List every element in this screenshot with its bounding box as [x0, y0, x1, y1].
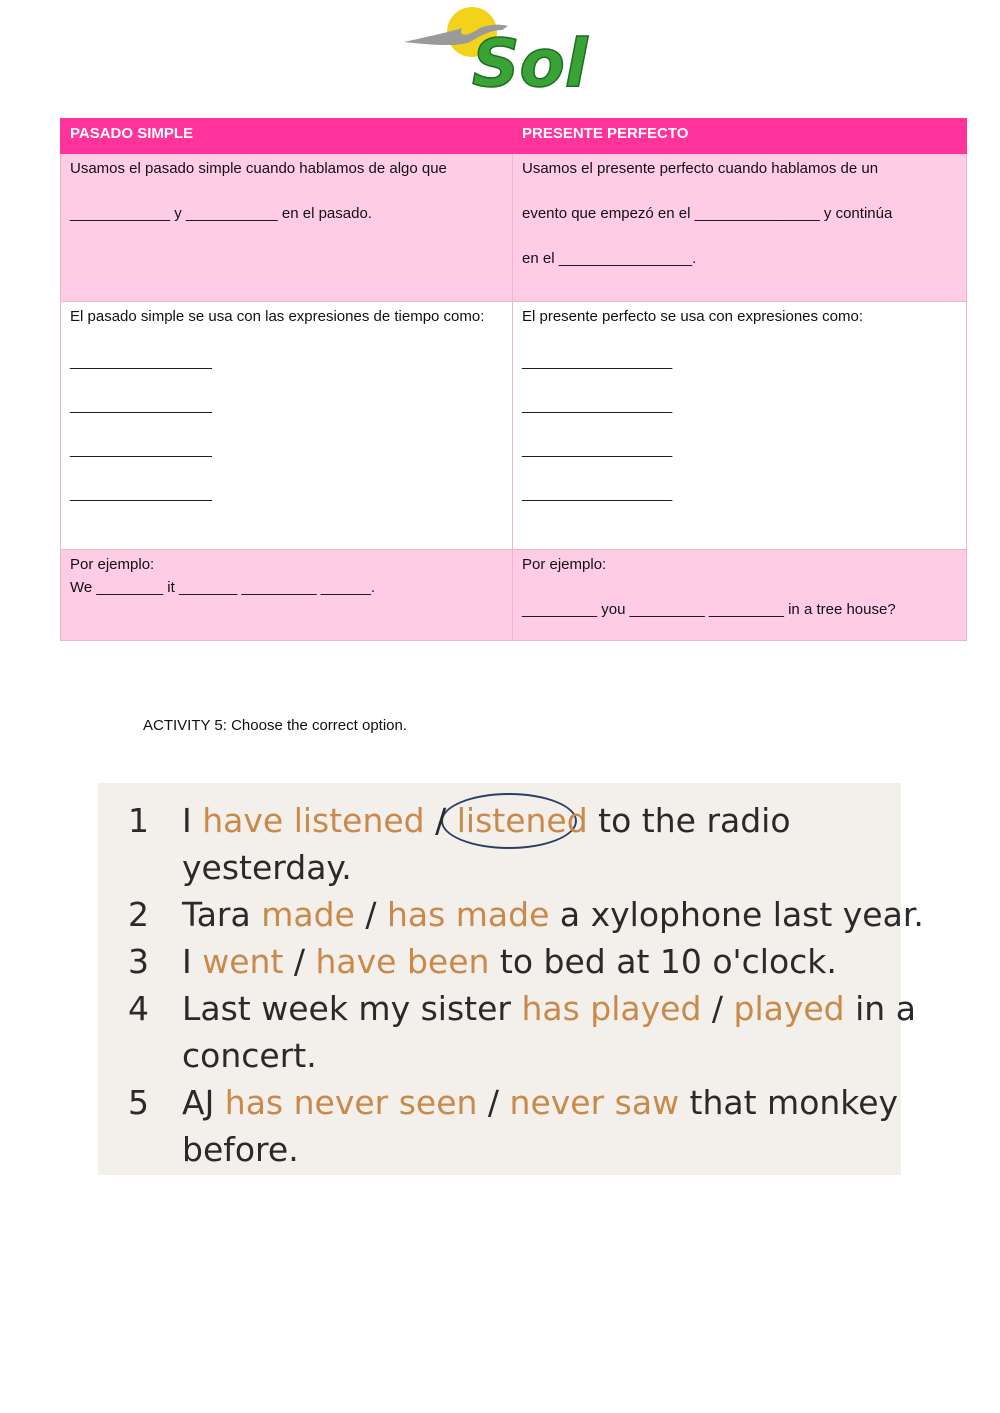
blank: __________________	[522, 397, 673, 414]
item-number: 3	[128, 942, 149, 981]
option-a: has played	[521, 989, 702, 1028]
item-text: I	[182, 801, 203, 840]
item-text: to bed at 10 o'clock.	[489, 942, 837, 981]
item-text: AJ	[182, 1083, 225, 1122]
fill-blank-line: We ________ it _______ _________ ______.	[70, 579, 376, 596]
option-a: has never seen	[224, 1083, 478, 1122]
item-number: 4	[128, 989, 149, 1028]
cell-pasado-expresiones	[61, 302, 513, 550]
item-number: 5	[128, 1083, 149, 1122]
header-pasado-simple: PASADO SIMPLE	[61, 119, 513, 154]
logo-text: Sol	[472, 25, 588, 94]
option-a: went	[202, 942, 284, 981]
blank: __________________	[522, 485, 673, 502]
option-b: never saw	[509, 1083, 680, 1122]
fill-blank-line: ____________ y ___________ en el pasado.	[70, 205, 372, 222]
fill-blank-line: evento que empezó en el _______________ y continúa	[522, 205, 893, 222]
item-number: 1	[128, 801, 149, 840]
text-line: El presente perfecto se usa con expresiones como:	[522, 308, 864, 325]
fill-blank-line: en el ________________.	[522, 250, 697, 267]
option-a: made	[261, 895, 355, 934]
grammar-table	[60, 118, 967, 641]
separator: /	[424, 801, 457, 840]
option-b: has made	[386, 895, 550, 934]
text-line: Usamos el presente perfecto cuando hablamos de un	[522, 160, 879, 177]
sol-logo	[400, 2, 600, 94]
exercise-item-4-cont: concert.	[182, 1036, 317, 1075]
separator: /	[283, 942, 316, 981]
cell-presente-ejemplo	[513, 550, 967, 641]
item-text: to the radio	[587, 801, 791, 840]
blank: _________________	[70, 485, 212, 502]
separator: /	[354, 895, 387, 934]
fill-blank-line: _________ you _________ _________ in a tree house?	[522, 601, 896, 618]
activity-title: ACTIVITY 5: Choose the correct option.	[143, 717, 408, 734]
item-text: a xylophone last year.	[549, 895, 924, 934]
item-text: Tara	[182, 895, 262, 934]
blank: __________________	[522, 441, 673, 458]
option-b: have been	[315, 942, 490, 981]
text-line: Por ejemplo:	[522, 556, 607, 573]
text-line: El pasado simple se usa con las expresiones de tiempo como:	[70, 308, 485, 325]
cell-presente-uso	[513, 154, 967, 302]
option-b: listened	[456, 801, 588, 840]
separator: /	[701, 989, 734, 1028]
item-text: in a	[844, 989, 916, 1028]
cell-pasado-uso	[61, 154, 513, 302]
option-b: played	[733, 989, 845, 1028]
option-a: have listened	[202, 801, 425, 840]
exercise-item-5-cont: before.	[182, 1130, 299, 1169]
blank: __________________	[522, 353, 673, 370]
text-line: Usamos el pasado simple cuando hablamos de algo que	[70, 160, 447, 177]
separator: /	[477, 1083, 510, 1122]
item-number: 2	[128, 895, 149, 934]
blank: _________________	[70, 353, 212, 370]
exercise-box	[98, 783, 924, 1175]
header-presente-perfecto: PRESENTE PERFECTO	[513, 119, 967, 154]
item-text: I	[182, 942, 203, 981]
cell-presente-expresiones	[513, 302, 967, 550]
item-text: that monkey	[679, 1083, 899, 1122]
item-text: Last week my sister	[182, 989, 522, 1028]
text-line: Por ejemplo:	[70, 556, 155, 573]
blank: _________________	[70, 441, 212, 458]
blank: _________________	[70, 397, 212, 414]
cell-pasado-ejemplo	[61, 550, 513, 641]
exercise-item-1-cont: yesterday.	[182, 848, 352, 887]
